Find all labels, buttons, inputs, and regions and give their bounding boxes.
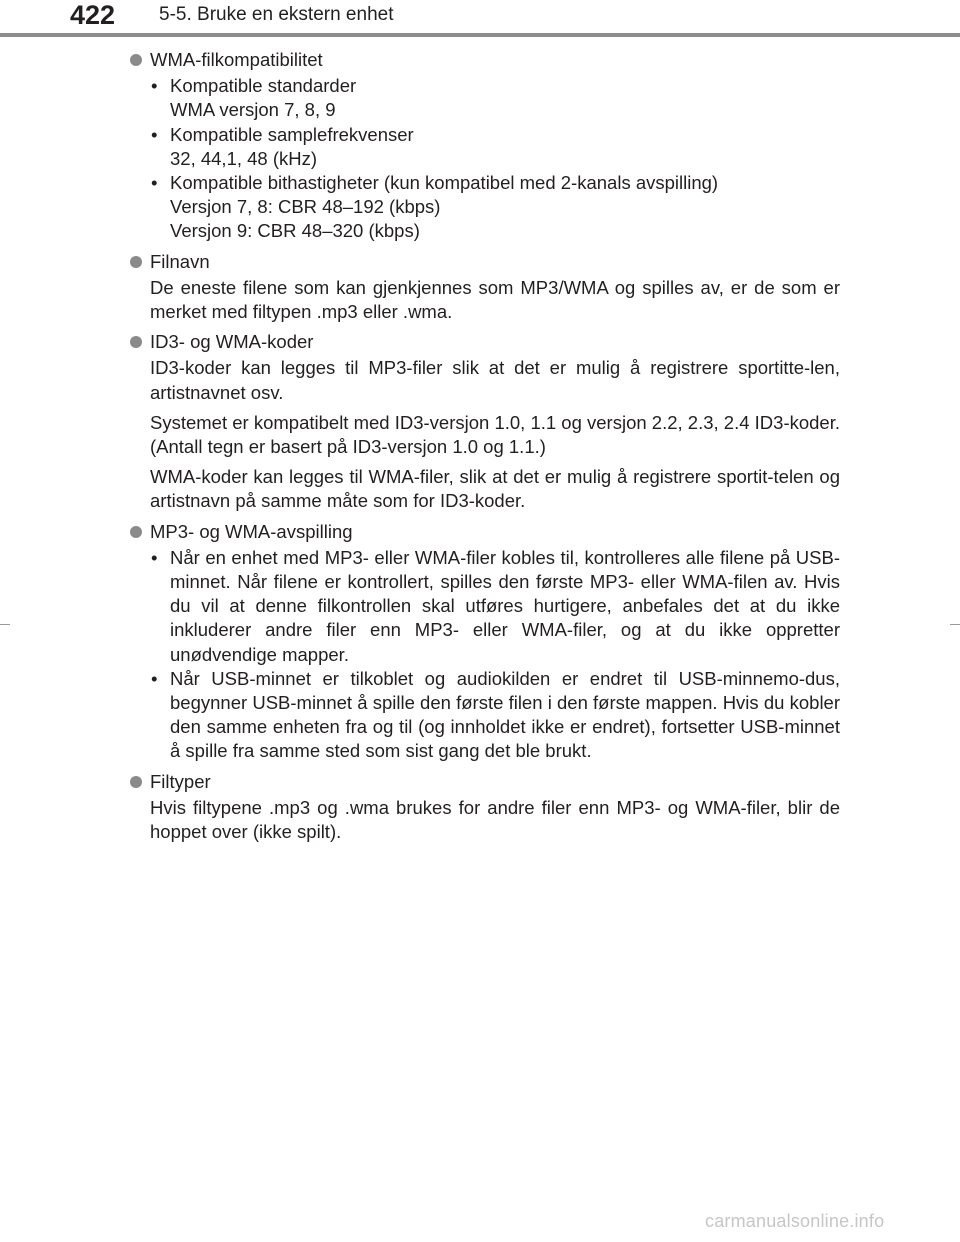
watermark: carmanualsonline.info bbox=[705, 1211, 885, 1231]
bullet-circle-icon bbox=[130, 776, 142, 788]
list-bullet: • bbox=[151, 546, 158, 568]
bullet-circle-icon bbox=[130, 54, 142, 66]
list-item-line: Versjon 9: CBR 48–320 (kbps) bbox=[170, 220, 420, 242]
paragraph: Systemet er kompatibelt med ID3-versjon 1.0, 1.1 og versjon 2.2, 2.3, 2.4 ID3-koder. (Antall tegn er basert på ID3-versjon 1.0 og 1.1.) bbox=[150, 411, 840, 458]
topic-file-types bbox=[130, 770, 840, 845]
list-item-line: 32, 44,1, 48 (kHz) bbox=[170, 147, 318, 169]
topic-body bbox=[130, 546, 840, 764]
topic-id3-wma-tags bbox=[130, 330, 840, 513]
list-item-line: WMA versjon 7, 8, 9 bbox=[170, 99, 336, 121]
topic-body bbox=[130, 796, 840, 844]
list-item-line: Kompatible standarder bbox=[170, 75, 357, 97]
list-item-text: Når USB-minnet er tilkoblet og audiokilden er endret til USB-minnemo-dus, begynner USB-minnet å spille den første filen i den første mappen. Hvis du kobler den samme enheten fra og til (og innholdet ikke er endret), fortsetter USB-minnet å spille fra samme sted som sist gang det ble brukt. bbox=[170, 667, 840, 762]
list-item bbox=[150, 171, 840, 244]
topic-body bbox=[130, 276, 840, 324]
topic-heading bbox=[130, 770, 840, 794]
topic-title: ID3- og WMA-koder bbox=[150, 331, 314, 353]
bullet-circle-icon bbox=[130, 336, 142, 348]
page-number: 422 bbox=[70, 0, 116, 30]
topic-mp3-wma-playback bbox=[130, 520, 840, 764]
bullet-circle-icon bbox=[130, 526, 142, 538]
list-bullet: • bbox=[151, 667, 158, 689]
list-bullet: • bbox=[151, 75, 158, 97]
list-bullet: • bbox=[151, 123, 158, 145]
list-item-text: Når en enhet med MP3- eller WMA-filer kobles til, kontrolleres alle filene på USB-minnet. Når filene er kontrollert, spilles den første MP3- eller WMA-filen av. Hvis du vil at denne filkontrollen skal utføres hurtigere, anbefales det at du ikke inkluderer andre filer enn MP3- eller WMA-filer, og at du ikke oppretter unødvendige mapper. bbox=[170, 546, 840, 665]
topic-title: MP3- og WMA-avspilling bbox=[150, 520, 353, 542]
topic-filenames bbox=[130, 250, 840, 325]
topic-title: Filtyper bbox=[150, 770, 211, 792]
crop-mark-left bbox=[0, 624, 10, 625]
section-title: 5-5. Bruke en ekstern enhet bbox=[159, 4, 394, 25]
list-item-line: Versjon 7, 8: CBR 48–192 (kbps) bbox=[170, 196, 441, 218]
crop-mark-right bbox=[950, 624, 960, 625]
list-item bbox=[150, 667, 840, 764]
topic-heading bbox=[130, 330, 840, 354]
paragraph: De eneste filene som kan gjenkjennes som MP3/WMA og spilles av, er de som er merket med filtypen .mp3 eller .wma. bbox=[150, 276, 840, 323]
bullet-circle-icon bbox=[130, 256, 142, 268]
list-item-line: Kompatible bithastigheter (kun kompatibel med 2-kanals avspilling) bbox=[170, 172, 719, 194]
topic-wma-compatibility bbox=[130, 48, 840, 244]
paragraph: Hvis filtypene .mp3 og .wma brukes for andre filer enn MP3- og WMA-filer, blir de hoppet over (ikke spilt). bbox=[150, 796, 840, 843]
list-item bbox=[150, 74, 840, 122]
list-item bbox=[150, 123, 840, 171]
page-content bbox=[130, 46, 840, 850]
list-item-line: Kompatible samplefrekvenser bbox=[170, 123, 414, 145]
list-bullet: • bbox=[151, 172, 158, 194]
paragraph: ID3-koder kan legges til MP3-filer slik at det er mulig å registrere sportitte-len, artistnavnet osv. bbox=[150, 357, 840, 403]
topic-heading bbox=[130, 520, 840, 544]
list-item bbox=[150, 546, 840, 667]
header-rule bbox=[0, 33, 960, 37]
topic-heading bbox=[130, 48, 840, 72]
topic-body bbox=[130, 74, 840, 243]
paragraph: WMA-koder kan legges til WMA-filer, slik at det er mulig å registrere sportit-telen og artistnavn på samme måte som for ID3-koder. bbox=[150, 466, 840, 512]
topic-title: WMA-filkompatibilitet bbox=[150, 49, 323, 70]
topic-heading bbox=[130, 250, 840, 274]
topic-title: Filnavn bbox=[150, 250, 210, 272]
topic-body bbox=[130, 356, 840, 513]
